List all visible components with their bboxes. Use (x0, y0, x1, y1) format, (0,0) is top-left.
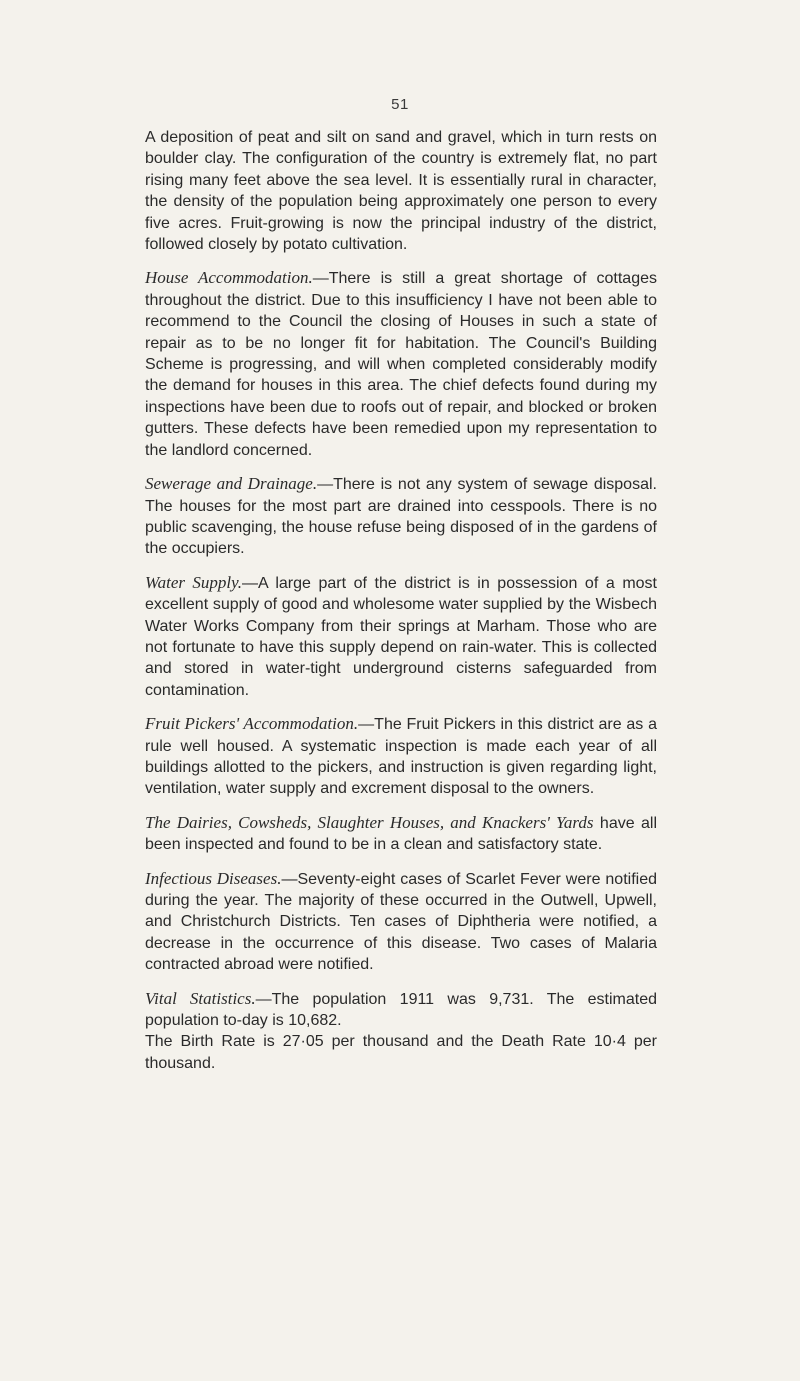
heading-fruit-pickers: Fruit Pickers' Accommodation. (145, 714, 359, 734)
body-fruit-pickers: —The Fruit Pickers in this district are as a rule well housed. A systematic inspection is made each year of all buildings allotted to the pickers, and instruction is given regarding light, ventilation, water supply and excrement disposal to the owners. (145, 716, 657, 798)
intro-paragraph: A deposition of peat and silt on sand and gravel, which in turn rests on boulder clay. The configuration of the country is extremely flat, no part rising many feet above the sea level. It is essentially rural in character, the density of the population being approximately one person to every five acres. Fruit-growing is now the principal industry of the district, followed closely by potato cultivation. (145, 129, 657, 254)
paragraph-dairies (145, 812, 657, 856)
paragraph-vital-statistics (145, 988, 657, 1075)
heading-water-supply: Water Supply. (145, 572, 242, 592)
vital-statistics-rates: The Birth Rate is 27·05 per thousand and the Death Rate 10·4 per thousand. (145, 1033, 657, 1072)
body-vital-statistics: —The population 1911 was 9,731. The estimated population to-day is 10,682. (145, 990, 657, 1030)
paragraph-fruit-pickers (145, 713, 657, 800)
body-sewerage-drainage: —There is not any system of sewage disposal. The houses for the most part are drained into cesspools. There is no public scavenging, the house refuse being disposed of in the gardens of the occupiers. (145, 476, 657, 558)
heading-dairies: The Dairies, Cowsheds, Slaughter Houses, and Knackers' Yards (145, 812, 594, 832)
heading-vital-statistics: Vital Statistics. (145, 988, 256, 1008)
document-body (145, 127, 657, 1086)
body-water-supply: —A large part of the district is in possession of a most excellent supply of good and wholesome water supplied by the Wisbech Water Works Company from their springs at Marham. Those who are not fortunate to have this supply depend on rain-water. This is collected and stored in water-tight underground cisterns safeguarded from contamination. (145, 574, 657, 699)
paragraph-infectious-diseases (145, 868, 657, 976)
heading-infectious-diseases: Infectious Diseases. (145, 868, 282, 888)
paragraph-sewerage-drainage (145, 473, 657, 560)
page-number: 51 (391, 96, 409, 113)
heading-house-accommodation: House Accommodation. (145, 268, 313, 288)
body-house-accommodation: —There is still a great shortage of cottages throughout the district. Due to this insufficiency I have not been able to recommend to the Council the closing of Houses in such a state of repair as to be no longer fit for habitation. The Council's Building Scheme is progressing, and will when completed considerably modify the demand for houses in this area. The chief defects found during my inspections have been due to roofs out of repair, and blocked or broken gutters. These defects have been remedied upon my representation to the landlord concerned. (145, 270, 657, 459)
body-infectious-diseases: —Seventy-eight cases of Scarlet Fever were notified during the year. The majority of these occurred in the Outwell, Upwell, and Christchurch Districts. Ten cases of Diphtheria were notified, a decrease in the occurrence of this disease. Two cases of Malaria contracted abroad were notified. (145, 870, 657, 974)
paragraph-water-supply (145, 572, 657, 701)
heading-sewerage-drainage: Sewerage and Drainage. (145, 474, 318, 494)
body-dairies: have all been inspected and found to be in a clean and satisfactory state. (145, 814, 658, 854)
paragraph-house-accommodation (145, 267, 657, 461)
